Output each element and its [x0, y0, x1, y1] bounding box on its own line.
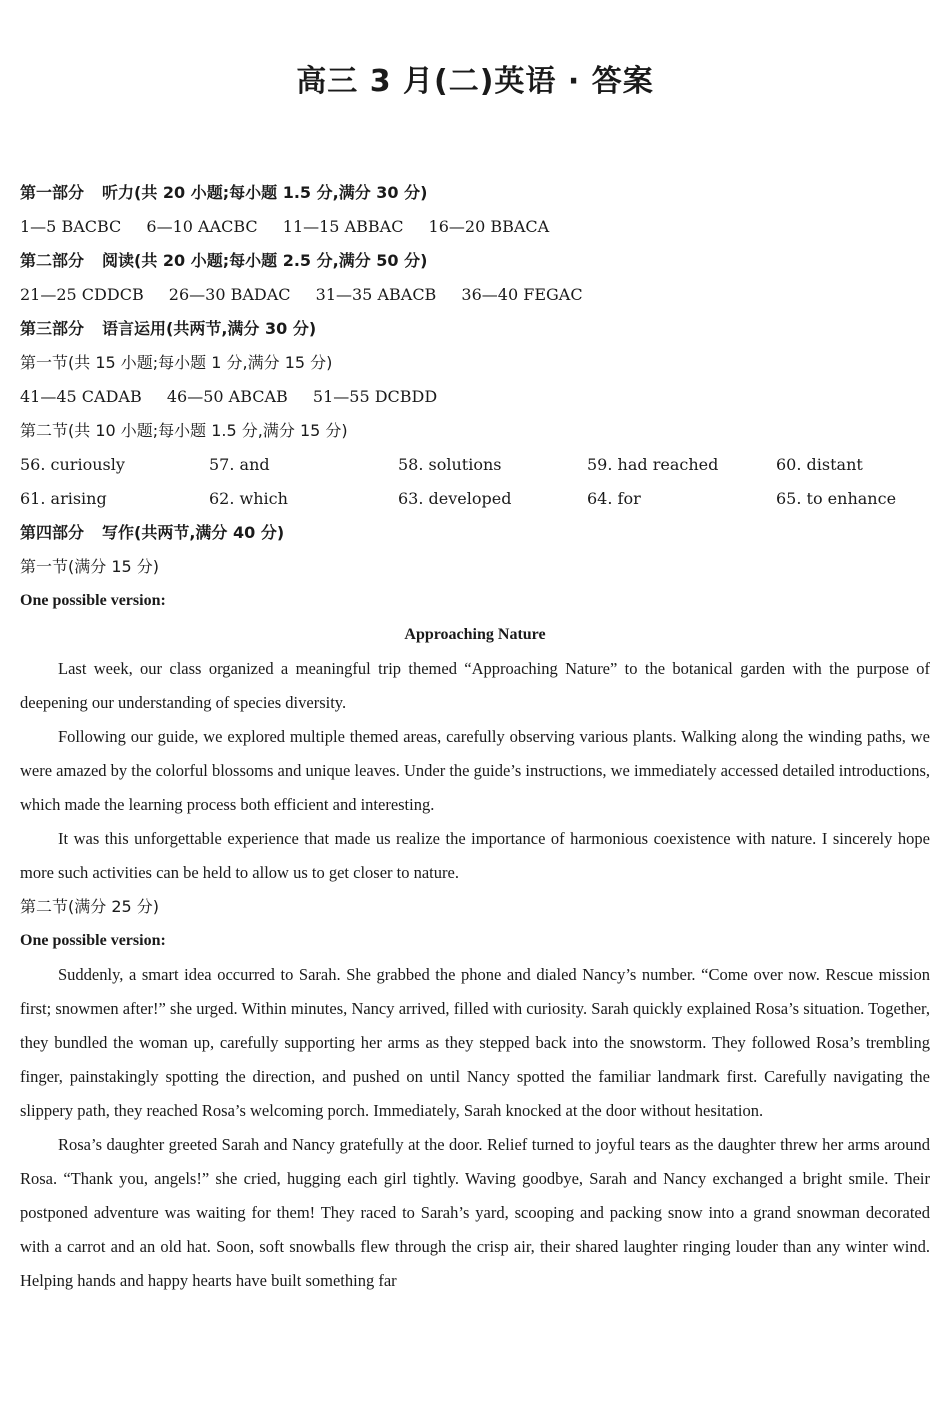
story-paragraph: Rosa’s daughter greeted Sarah and Nancy gratefully at the door. Relief turned to joyful tears as the daughter threw her arms around Rosa. “Thank you, angels!” she cried, hugging each girl tightly. Waving goodbye, Sarah and Nancy exchanged a bright smile. Their postponed adventure was waiting for them! They raced to Sarah’s yard, scooping and packing snow into a grand snowman decorated with a carrot and an old hat. Soon, soft snowballs flew through the crisp air, their shared laughter ringing louder than any winter wind. Helping hands and happy hearts have built something far: [20, 1135, 930, 1290]
answer-group: 16—20 BBACA: [428, 217, 550, 236]
answer-group: 1—5 BACBC: [20, 217, 122, 236]
part4-name: 第四部分: [20, 523, 85, 542]
part3-section1-label: 第一节(共 15 小题;每小题 1 分,满分 15 分): [20, 353, 333, 372]
fill-answer: 65. to enhance: [776, 489, 897, 508]
answer-group: 46—50 ABCAB: [166, 387, 288, 406]
essay-title: Approaching Nature: [404, 626, 546, 643]
fill-answer: 57. and: [209, 455, 270, 474]
fill-answer: 64. for: [587, 489, 641, 508]
answer-group: 26—30 BADAC: [168, 285, 291, 304]
fill-answer: 56. curiously: [20, 455, 125, 474]
part4-section2-label: 第二节(满分 25 分): [20, 897, 160, 916]
answer-group: 6—10 AACBC: [146, 217, 258, 236]
part2-heading: [20, 244, 930, 278]
part4-section1-version: One possible version:: [20, 592, 166, 609]
answer-group: 31—35 ABACB: [315, 285, 437, 304]
part2-desc: 阅读(共 20 小题;每小题 2.5 分,满分 50 分): [102, 251, 428, 270]
answer-group: 41—45 CADAB: [20, 387, 142, 406]
answer-group: 51—55 DCBDD: [312, 387, 438, 406]
fill-answer: 58. solutions: [398, 455, 502, 474]
answer-content: [20, 176, 930, 1298]
essay-paragraph: Following our guide, we explored multiple themed areas, carefully observing various plants. Walking along the winding paths, we were amazed by the colorful blossoms and unique leaves. Under the guide’s instructions, we immediately accessed detailed introductions, which made the learning process both efficient and interesting.: [20, 727, 930, 814]
answer-group: 11—15 ABBAC: [282, 217, 404, 236]
part3-section2-label: 第二节(共 10 小题;每小题 1.5 分,满分 15 分): [20, 421, 348, 440]
fill-answer: 60. distant: [776, 455, 863, 474]
fill-answer: 62. which: [209, 489, 288, 508]
part3-section1-answers: [20, 380, 930, 414]
part1-desc: 听力(共 20 小题;每小题 1.5 分,满分 30 分): [102, 183, 428, 202]
part4-heading: [20, 516, 930, 550]
part2-answers: [20, 278, 930, 312]
part4-desc: 写作(共两节,满分 40 分): [102, 523, 285, 542]
part3-section2-row2: [20, 482, 930, 516]
part2-name: 第二部分: [20, 251, 85, 270]
part1-heading: [20, 176, 930, 210]
part3-name: 第三部分: [20, 319, 85, 338]
part3-section2-row1: [20, 448, 930, 482]
fill-answer: 63. developed: [398, 489, 512, 508]
fill-answer: 59. had reached: [587, 455, 719, 474]
part3-heading: [20, 312, 930, 346]
part1-name: 第一部分: [20, 183, 85, 202]
essay-paragraph: Last week, our class organized a meaningful trip themed “Approaching Nature” to the botanical garden with the purpose of deepening our understanding of species diversity.: [20, 659, 930, 712]
part3-desc: 语言运用(共两节,满分 30 分): [102, 319, 317, 338]
essay-paragraph: It was this unforgettable experience that made us realize the importance of harmonious coexistence with nature. I sincerely hope more such activities can be held to allow us to get closer to nature.: [20, 829, 930, 882]
page-title: 高三 3 月(二)英语 · 答案: [296, 64, 654, 99]
answer-group: 21—25 CDDCB: [20, 285, 144, 304]
part4-section1-label: 第一节(满分 15 分): [20, 557, 160, 576]
part4-section2-version: One possible version:: [20, 932, 166, 949]
part1-answers: [20, 210, 930, 244]
fill-answer: 61. arising: [20, 489, 107, 508]
answer-group: 36—40 FEGAC: [461, 285, 583, 304]
story-paragraph: Suddenly, a smart idea occurred to Sarah. She grabbed the phone and dialed Nancy’s number. “Come over now. Rescue mission first; snowmen after!” she urged. Within minutes, Nancy arrived, filled with curiosity. Sarah quickly explained Rosa’s situation. Together, they bundled the woman up, carefully supporting her arms as they stepped back into the snowstorm. They followed Rosa’s trembling finger, painstakingly spotting the direction, and pushed on until Nancy spotted the familiar landmark first. Carefully navigating the slippery path, they reached Rosa’s welcoming porch. Immediately, Sarah knocked at the door without hesitation.: [20, 965, 930, 1120]
